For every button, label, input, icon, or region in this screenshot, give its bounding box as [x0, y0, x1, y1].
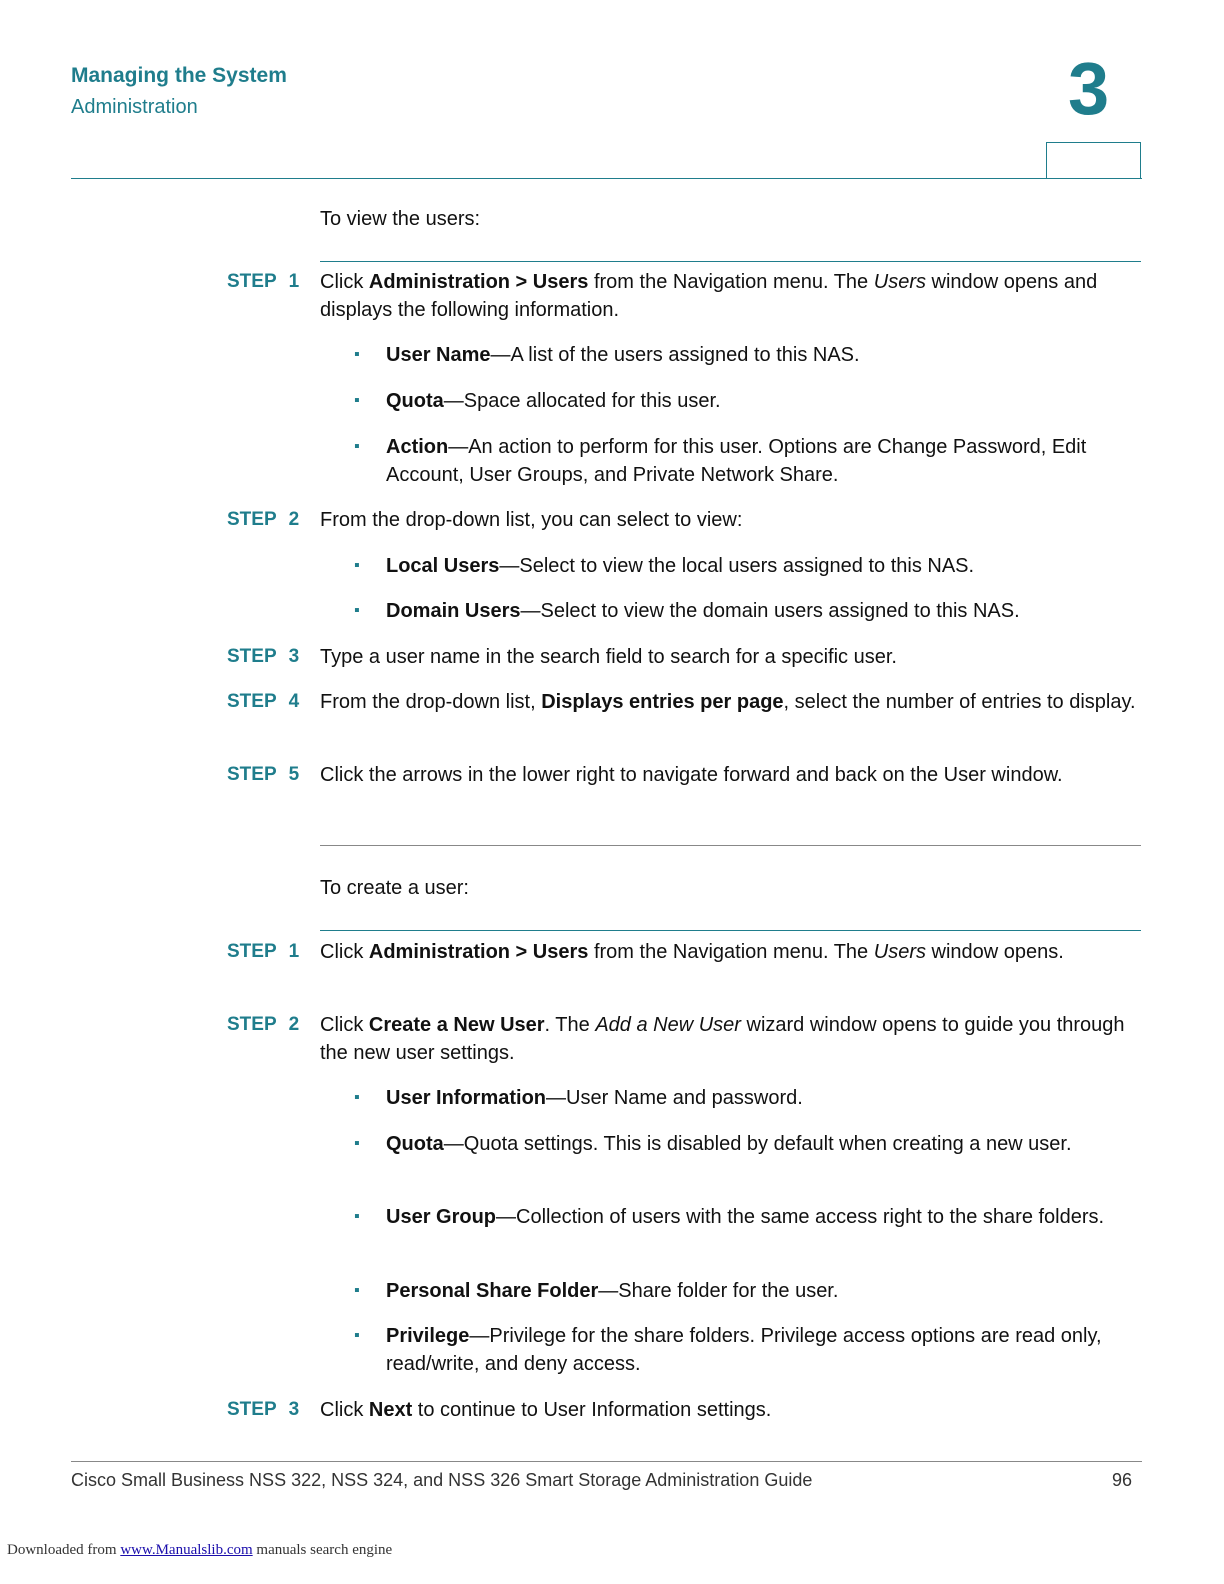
list-item: ▪ User Name—A list of the users assigned to this NAS.	[354, 344, 860, 366]
page-number: 96	[1112, 1470, 1133, 1490]
footer-rule	[71, 1461, 1142, 1462]
step-label: STEP 3	[227, 646, 300, 667]
list-item: ▪ Privilege—Privilege for the share folders. Privilege access options are read only, read/write, and deny access.	[354, 1325, 1102, 1375]
list-item: ▪ Action—An action to perform for this user. Options are Change Password, Edit Account, User Groups, and Private Network Share.	[354, 436, 1087, 486]
view-step-1: STEP 1 Click Administration > Users from the Navigation menu. The Users window opens and displays the following information.	[227, 268, 1142, 324]
download-line: Downloaded from www.Manualslib.com manuals search engine	[7, 1542, 393, 1558]
footer-title: Cisco Small Business NSS 322, NSS 324, and NSS 326 Smart Storage Administration Guide	[71, 1470, 813, 1490]
view-step-2: STEP 2 From the drop-down list, you can select to view:	[227, 506, 1142, 534]
list-item: ▪ Quota—Space allocated for this user.	[354, 390, 721, 412]
step-label: STEP 2	[227, 509, 300, 530]
view-users-rule	[320, 261, 1141, 262]
list-item: ▪ User Information—User Name and password.	[354, 1087, 803, 1109]
section-divider	[320, 845, 1141, 846]
section-name: Administration	[71, 96, 198, 118]
step-label: STEP 3	[227, 1399, 300, 1420]
manualslib-link[interactable]: www.Manualslib.com	[120, 1542, 253, 1558]
list-item: ▪ User Group—Collection of users with the same access right to the share folders.	[354, 1206, 1105, 1228]
step-label: STEP 5	[227, 764, 300, 785]
chapter-number: 3	[1068, 47, 1110, 130]
create-step-3: STEP 3 Click Next to continue to User Information settings.	[227, 1396, 1142, 1424]
create-user-intro: To create a user:	[320, 877, 469, 899]
view-step-4: STEP 4 From the drop-down list, Displays entries per page, select the number of entries to display.	[227, 688, 1142, 716]
view-step-5: STEP 5 Click the arrows in the lower right to navigate forward and back on the User window.	[227, 761, 1142, 789]
list-item: ▪ Local Users—Select to view the local users assigned to this NAS.	[354, 555, 975, 577]
chapter-box	[1046, 142, 1141, 178]
list-item: ▪ Domain Users—Select to view the domain users assigned to this NAS.	[354, 600, 1020, 622]
step-label: STEP 1	[227, 271, 300, 292]
chapter-title: Managing the System	[71, 64, 287, 87]
header-rule	[71, 178, 1142, 179]
list-item: ▪ Quota—Quota settings. This is disabled by default when creating a new user.	[354, 1133, 1072, 1155]
list-item: ▪ Personal Share Folder—Share folder for the user.	[354, 1280, 839, 1302]
step-label: STEP 4	[227, 691, 300, 712]
step-label: STEP 1	[227, 941, 300, 962]
view-step-3: STEP 3 Type a user name in the search field to search for a specific user.	[227, 643, 1142, 671]
view-users-intro: To view the users:	[320, 208, 481, 230]
create-step-1: STEP 1 Click Administration > Users from the Navigation menu. The Users window opens.	[227, 938, 1142, 966]
create-user-rule	[320, 930, 1141, 931]
step-label: STEP 2	[227, 1014, 300, 1035]
create-step-2: STEP 2 Click Create a New User. The Add a New User wizard window opens to guide you through the new user settings.	[227, 1011, 1142, 1067]
